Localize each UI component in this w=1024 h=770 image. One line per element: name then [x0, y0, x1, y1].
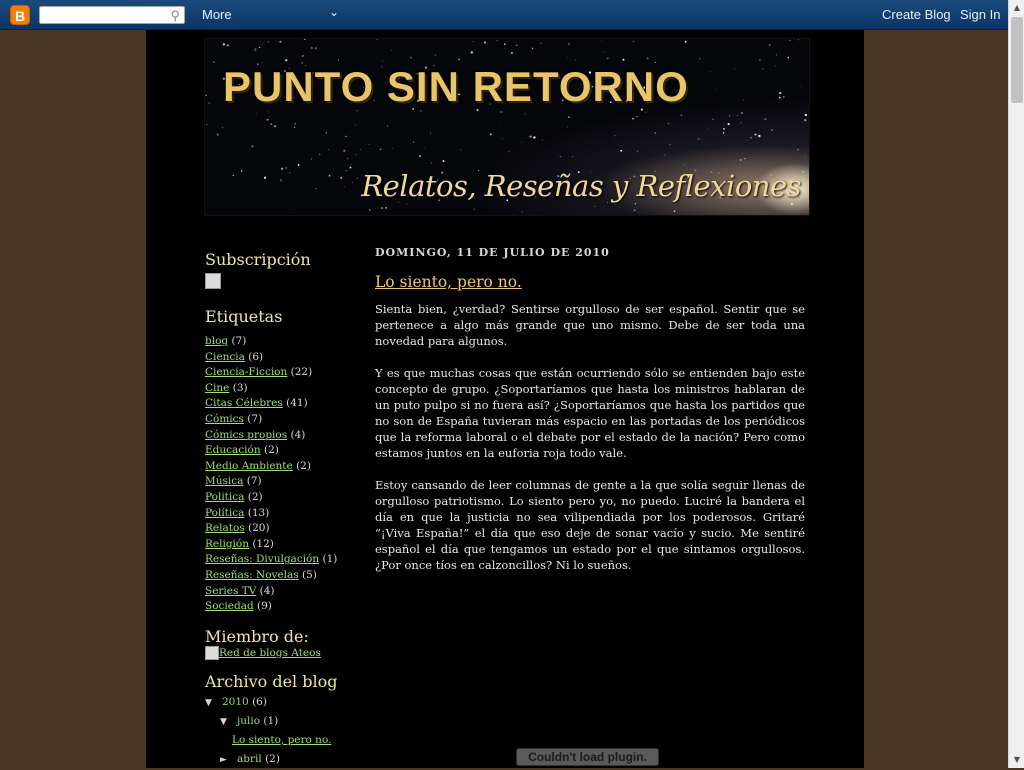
star [762, 68, 763, 69]
label-count: (2) [248, 491, 263, 503]
star [502, 138, 503, 139]
star [343, 150, 345, 152]
star [255, 51, 256, 52]
star [614, 135, 615, 136]
star [805, 114, 807, 116]
label-count: (12) [252, 538, 274, 550]
star [698, 138, 699, 139]
star [369, 144, 370, 145]
label-item [205, 599, 355, 615]
star [637, 151, 638, 152]
blog-header-banner[interactable] [204, 38, 810, 216]
star [458, 59, 460, 61]
label-link[interactable]: Medio Ambiente [205, 460, 293, 472]
label-item [205, 443, 355, 459]
star [513, 215, 514, 216]
star [508, 151, 509, 152]
star [497, 40, 498, 41]
star [411, 163, 412, 164]
star [729, 115, 730, 116]
star [347, 158, 348, 159]
star [744, 158, 745, 159]
star [572, 156, 573, 157]
star [315, 188, 316, 189]
star [804, 119, 806, 121]
label-link[interactable]: Reseñas: Divulgación [205, 553, 319, 565]
star [680, 114, 682, 116]
archive-heading: Archivo del blog [205, 672, 355, 691]
star [355, 125, 356, 126]
star [567, 127, 568, 128]
label-item [205, 490, 355, 506]
label-count: (22) [291, 366, 313, 378]
star [541, 43, 542, 44]
archive-year-count: (6) [252, 696, 267, 708]
star [759, 59, 761, 61]
blog-title[interactable]: PUNTO SIN RETORNO [223, 63, 689, 111]
label-item [205, 474, 355, 490]
star [504, 43, 506, 45]
star [256, 113, 257, 114]
star [685, 41, 687, 43]
label-item [205, 365, 355, 381]
blogger-logo-letter: B [15, 8, 25, 24]
search-input[interactable] [39, 6, 185, 24]
star [525, 114, 526, 115]
star [655, 132, 657, 134]
star [267, 119, 269, 121]
label-item [205, 381, 355, 397]
star [575, 60, 576, 61]
member-heading: Miembro de: [205, 627, 355, 646]
label-item [205, 334, 355, 350]
star [352, 182, 353, 183]
star [776, 54, 777, 55]
label-link[interactable]: Ciencia-Ficcion [205, 366, 287, 378]
star [298, 164, 300, 166]
star [391, 50, 392, 51]
star [764, 118, 766, 120]
more-menu-button[interactable]: More [202, 7, 232, 22]
star [281, 168, 283, 170]
star [254, 48, 256, 50]
archive-year-link[interactable]: 2010 [222, 696, 249, 708]
label-link[interactable]: Educación [205, 444, 261, 456]
star [532, 48, 533, 49]
label-link[interactable]: Reseñas: Novelas [205, 569, 299, 581]
star [294, 123, 296, 125]
star [634, 143, 635, 144]
star [311, 158, 312, 159]
label-item [205, 537, 355, 553]
label-count: (13) [248, 507, 270, 519]
blogger-logo-icon[interactable] [10, 5, 30, 25]
star [595, 206, 596, 207]
star [529, 136, 531, 138]
blog-subtitle: Relatos, Reseñas y Reflexiones [361, 169, 801, 203]
star [474, 209, 475, 210]
scroll-down-arrow-icon[interactable]: ▼ [1009, 752, 1024, 768]
star [289, 172, 290, 173]
post-title-link[interactable]: Lo siento, pero no. [375, 273, 522, 291]
label-count: (7) [247, 413, 262, 425]
label-count: (7) [231, 335, 246, 347]
labels-list [205, 334, 355, 615]
star [606, 57, 608, 59]
star [206, 124, 207, 125]
page-scrollbar[interactable] [1008, 0, 1024, 768]
archive-post-link[interactable]: Lo siento, pero no. [232, 734, 331, 746]
star [357, 178, 358, 179]
star [413, 142, 414, 143]
star [315, 47, 317, 49]
label-item [205, 412, 355, 428]
star [615, 204, 616, 205]
star [222, 127, 223, 128]
star [769, 44, 771, 46]
star [410, 57, 412, 59]
star [728, 123, 730, 125]
star [490, 133, 492, 135]
archive-post-row [205, 731, 355, 750]
star [568, 117, 569, 118]
label-count: (4) [290, 429, 305, 441]
star [737, 115, 738, 116]
star [620, 150, 622, 152]
star [279, 41, 281, 43]
star [533, 136, 535, 138]
star [280, 179, 282, 181]
star [682, 215, 683, 216]
star [788, 57, 789, 58]
star [802, 171, 804, 173]
star [699, 58, 700, 59]
star [735, 69, 736, 70]
label-count: (4) [260, 585, 275, 597]
archive-month-count: (1) [263, 715, 278, 727]
star [664, 155, 665, 156]
star [223, 43, 225, 45]
star [635, 203, 636, 204]
blog-post [375, 246, 805, 589]
star [633, 41, 634, 42]
label-link[interactable]: Cómics propios [205, 429, 287, 441]
star [634, 209, 636, 211]
star [355, 154, 356, 155]
label-count: (2) [296, 460, 311, 472]
star [604, 52, 605, 53]
star [213, 62, 214, 63]
star [733, 114, 734, 115]
star [504, 48, 505, 49]
star [710, 71, 711, 72]
label-link[interactable]: Sociedad [205, 600, 254, 612]
star [801, 86, 802, 87]
label-count: (2) [264, 444, 279, 456]
star [779, 97, 781, 99]
label-count: (20) [248, 522, 270, 534]
sign-in-link[interactable]: Sign In [960, 7, 1000, 22]
label-item [205, 584, 355, 600]
label-link[interactable]: Política [205, 507, 244, 519]
label-item [205, 428, 355, 444]
star [750, 137, 752, 139]
star [716, 88, 717, 89]
star [381, 207, 383, 209]
create-blog-link[interactable]: Create Blog [882, 7, 951, 22]
archive-month-link[interactable]: abril [237, 753, 262, 765]
collapse-triangle-icon[interactable]: ▼ [205, 694, 222, 713]
star [338, 60, 339, 61]
label-item [205, 521, 355, 537]
label-link[interactable]: Series TV [205, 585, 256, 597]
subscription-heading: Subscripción [205, 250, 355, 269]
star [406, 204, 407, 205]
star [511, 52, 513, 54]
collapse-triangle-icon[interactable]: ▼ [220, 713, 237, 732]
label-link[interactable]: blog [205, 335, 228, 347]
star [376, 39, 377, 40]
label-item [205, 459, 355, 475]
star [382, 61, 383, 62]
star [311, 47, 313, 49]
star [385, 207, 387, 209]
star [329, 175, 331, 177]
star [668, 123, 670, 125]
star [674, 210, 676, 212]
label-item [205, 568, 355, 584]
blogger-navbar [0, 0, 1008, 30]
star [775, 65, 776, 66]
subscription-feed-image[interactable] [205, 273, 221, 289]
star [521, 142, 522, 143]
star [232, 175, 233, 176]
star [431, 162, 432, 163]
star [670, 144, 671, 145]
label-link[interactable]: Cómics [205, 413, 244, 425]
star [484, 41, 486, 43]
star [380, 149, 382, 151]
star [567, 57, 568, 58]
star [430, 133, 431, 134]
star [274, 125, 276, 127]
star [712, 119, 713, 120]
archive-month-link[interactable]: julio [237, 715, 260, 727]
star [500, 120, 501, 121]
label-link[interactable]: Música [205, 475, 243, 487]
star [771, 129, 773, 131]
star [473, 41, 474, 42]
star [783, 96, 784, 97]
star [797, 149, 798, 150]
star [542, 139, 543, 140]
star [293, 212, 294, 213]
star [743, 100, 744, 101]
plugin-error-message[interactable]: Couldn't load plugin. [516, 748, 659, 766]
archive-month-count: (2) [265, 753, 280, 765]
label-count: (41) [286, 397, 308, 409]
label-count: (1) [323, 553, 338, 565]
star [251, 145, 253, 147]
label-link[interactable]: Politica [205, 491, 244, 503]
star [647, 57, 649, 59]
star [304, 39, 306, 40]
label-link[interactable]: Citas Célebres [205, 397, 283, 409]
star [471, 51, 473, 53]
label-count: (5) [302, 569, 317, 581]
label-count: (9) [257, 600, 272, 612]
star [346, 170, 347, 171]
star [345, 136, 346, 137]
star [268, 41, 269, 42]
star [294, 127, 295, 128]
star [740, 159, 742, 161]
post-paragraph: Estoy cansando de leer columnas de gente a la que solía seguir llenas de orgulloso patriotismo. Lo siento pero yo, no puedo. Luciré la bandera el día en que la justicia no sea vilipendiada por los poderosos. Gritaré “¡Viva España!” el día que eso deje de sonar vacío y sucio. Me sentiré español el día que tengamos un estado por el que sintamos orgullosos. ¿Por once tíos en calzoncillos? Ni lo sueños. [375, 477, 805, 573]
star [326, 132, 327, 133]
star [746, 140, 747, 141]
star [285, 167, 287, 169]
star [521, 212, 522, 213]
star [241, 170, 242, 171]
label-item [205, 350, 355, 366]
star [798, 40, 799, 41]
star [740, 122, 741, 123]
label-item [205, 506, 355, 522]
label-item [205, 552, 355, 568]
star [500, 111, 501, 112]
star [259, 47, 260, 48]
label-item [205, 396, 355, 412]
star [708, 128, 709, 129]
label-link[interactable]: Religión [205, 538, 249, 550]
label-count: (6) [248, 351, 263, 363]
star [805, 156, 806, 157]
archive-month-row [205, 750, 355, 769]
star [264, 177, 266, 179]
star [791, 203, 793, 205]
star [637, 116, 638, 117]
star [741, 112, 743, 114]
star [208, 102, 210, 104]
chevron-down-icon[interactable]: ⌄ [329, 5, 339, 19]
star [779, 92, 781, 94]
star [217, 134, 219, 136]
star [227, 44, 229, 46]
star [206, 95, 207, 96]
star [754, 133, 756, 135]
star [319, 154, 320, 155]
star [302, 55, 304, 57]
post-body [375, 301, 805, 573]
labels-heading: Etiquetas [205, 307, 355, 326]
search-icon[interactable]: ⚲ [170, 8, 180, 24]
star [344, 186, 345, 187]
star [360, 149, 361, 150]
star [645, 112, 646, 113]
expand-triangle-icon[interactable]: ► [220, 751, 237, 770]
star [632, 118, 634, 120]
star [369, 209, 370, 210]
star [568, 43, 570, 45]
post-title [375, 273, 805, 291]
star [460, 149, 461, 150]
star [340, 177, 342, 179]
star [419, 155, 421, 157]
star [723, 132, 725, 134]
star [683, 164, 684, 165]
star [443, 160, 445, 162]
scroll-thumb[interactable] [1011, 17, 1023, 103]
label-count: (7) [247, 475, 262, 487]
member-badge-image[interactable] [205, 646, 219, 660]
member-link[interactable]: Red de blogs Ateos [219, 647, 321, 659]
star [516, 45, 517, 46]
label-link[interactable]: Ciencia [205, 351, 245, 363]
star [425, 148, 426, 149]
star [623, 59, 625, 61]
scroll-up-arrow-icon[interactable]: ▲ [1009, 0, 1024, 16]
star [739, 167, 740, 168]
label-link[interactable]: Cine [205, 382, 229, 394]
label-count: (3) [233, 382, 248, 394]
star [270, 123, 271, 124]
archive-year-row [205, 693, 355, 712]
label-link[interactable]: Relatos [205, 522, 245, 534]
star [392, 148, 393, 149]
star [560, 156, 561, 157]
star [790, 40, 791, 41]
star [601, 40, 602, 41]
star [758, 135, 760, 137]
star [435, 54, 437, 56]
post-paragraph: Sienta bien, ¿verdad? Sentirse orgulloso de ser español. Sentir que se pertenece a algo más grande que uno mismo. Debe de ser toda una novedad para algunos. [375, 301, 805, 349]
star [350, 167, 352, 169]
star [328, 149, 329, 150]
star [285, 59, 287, 61]
star [387, 125, 388, 126]
archive-month-row [205, 712, 355, 731]
star [723, 128, 725, 130]
post-paragraph: Y es que muchas cosas que están ocurriendo sólo se entienden bajo este concepto de grupo. ¿Soportaríamos que hasta los ministros hablaran de un puto pulpo si no fuera así? ¿Soportaríamos que hasta los partidos que no son de España tuvieran más espacio en las portadas de los periódicos que la reforma laboral o el debate por el estado de la nación? Pero como estamos juntos en la euforia roja todo vale. [375, 365, 805, 461]
sidebar [205, 250, 355, 769]
post-date: DOMINGO, 11 DE JULIO DE 2010 [375, 246, 805, 259]
